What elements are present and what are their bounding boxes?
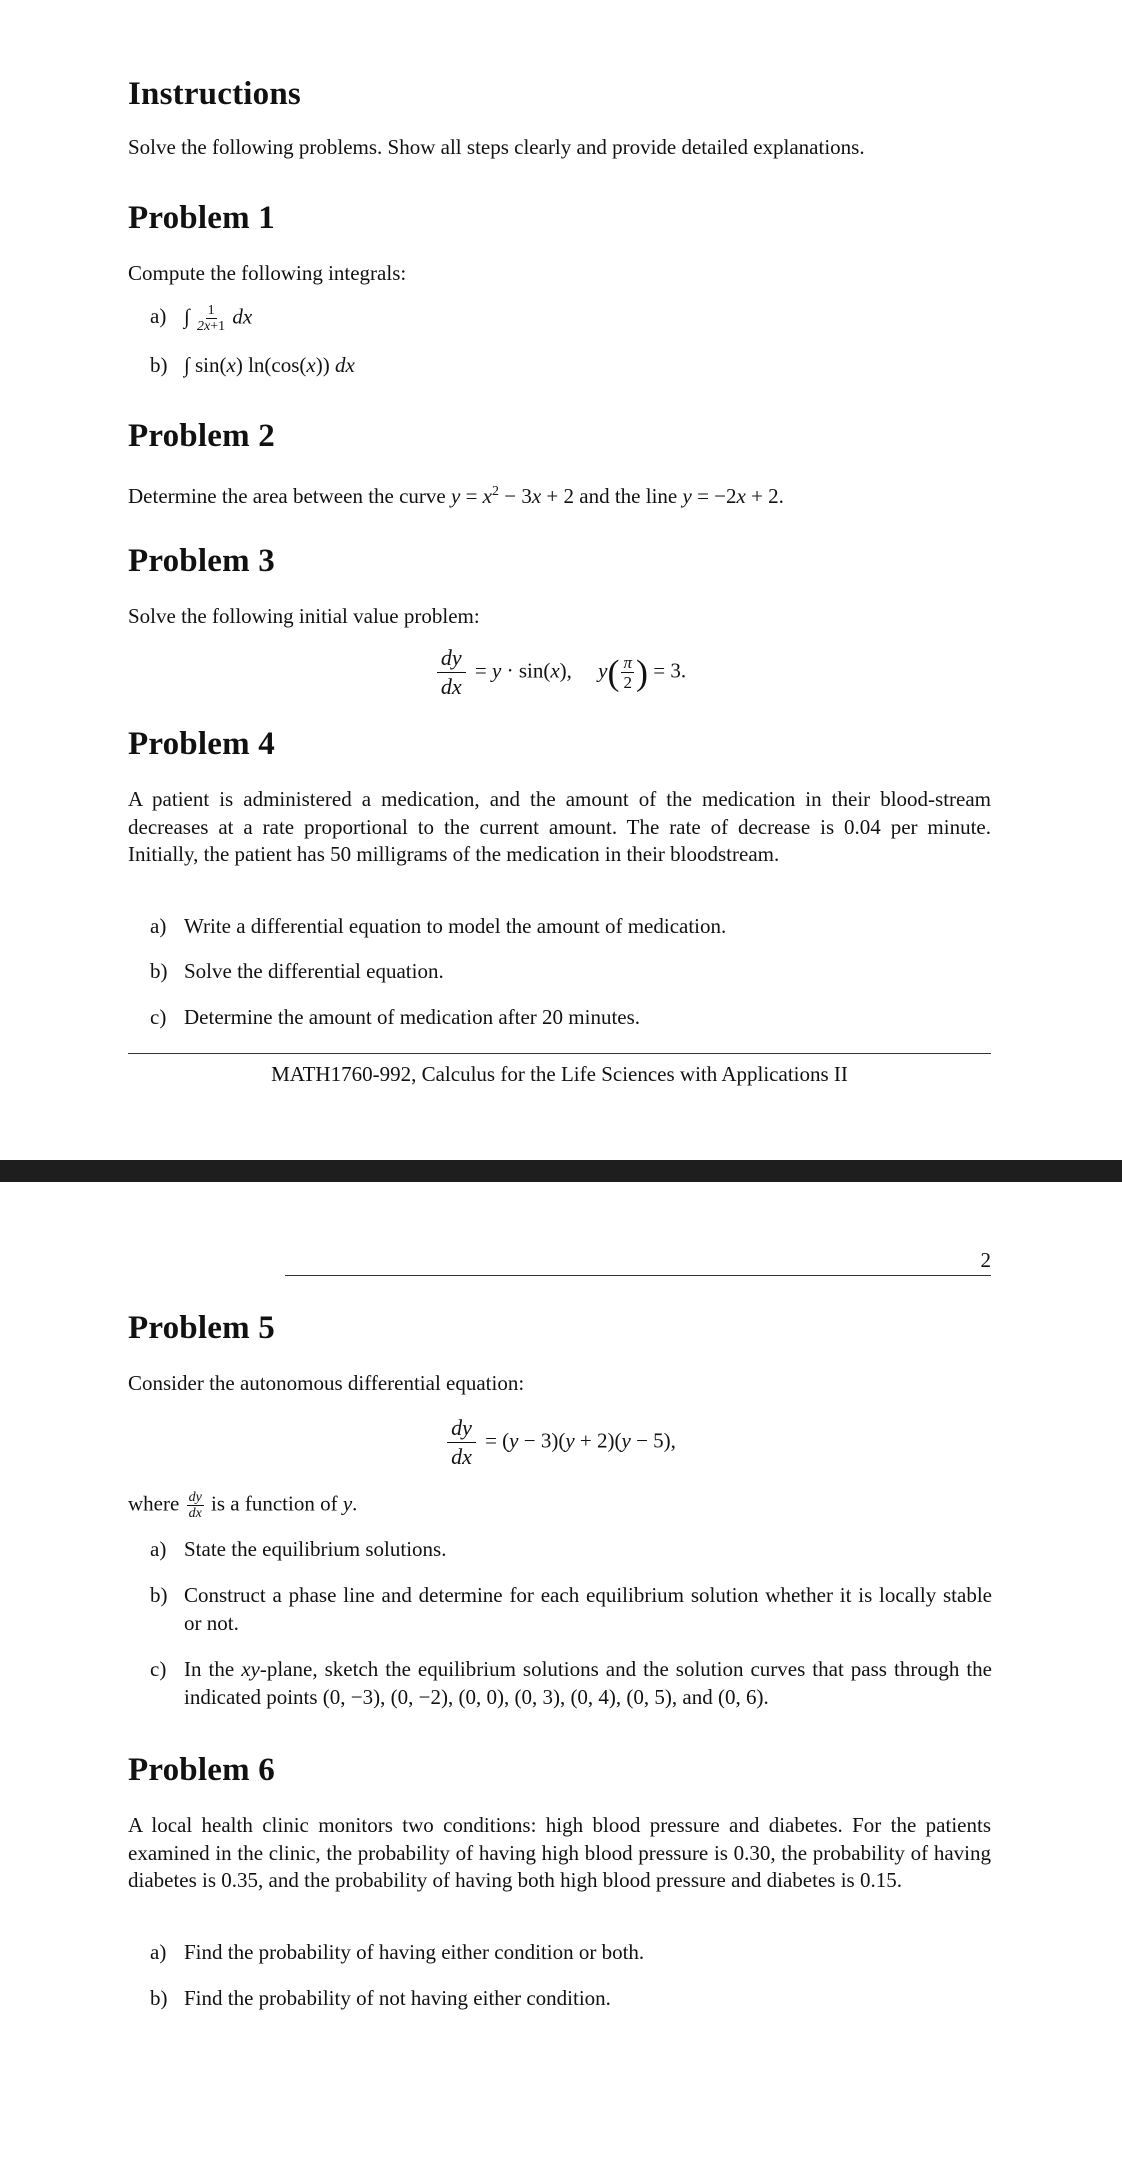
problem-1-heading: Problem 1: [128, 200, 275, 236]
item-text: State the equilibrium solutions.: [184, 1537, 447, 1561]
integral-a: ∫ $\frac{1}{2x+1}$ dx: [184, 303, 253, 334]
problem-3-intro: Solve the following initial value problem:: [128, 604, 480, 628]
item-label: b): [150, 1986, 168, 2010]
item-label: a): [150, 1537, 167, 1561]
item-text: In the xy-plane, sketch the equilibrium solutions and the solution curves that pass through the indicated points (0, −3), (0, −2), (0, 0), (0, 3), (0, 4), (0, 5), and (0, 6).: [184, 1657, 992, 1709]
item-text: Solve the differential equation.: [184, 959, 444, 983]
problem-5-where: where $\frac{dy}{dx}$ is a function of y.: [128, 1490, 358, 1521]
page-separator: [0, 1160, 1122, 1182]
problem-2-heading: Problem 2: [128, 418, 275, 454]
item-text: Determine the amount of medication after 20 minutes.: [184, 1005, 641, 1029]
instructions-heading: Instructions: [128, 76, 301, 112]
item-label: a): [150, 304, 167, 328]
problem-6-heading: Problem 6: [128, 1752, 275, 1788]
problem-2-text: Determine the area between the curve $y = x^2 - 3x + 2$ and the line y = −2x + 2.: [128, 484, 784, 508]
problem-1-item-b: [150, 352, 992, 380]
header-rule: [285, 1275, 991, 1276]
problem-1-intro: Compute the following integrals:: [128, 261, 407, 285]
item-label: a): [150, 914, 167, 938]
problem-5-item-b: [150, 1582, 992, 1637]
problem-5-intro: Consider the autonomous differential equation:: [128, 1371, 525, 1395]
item-text-pre: In the: [184, 1657, 242, 1681]
problem-4-item-a: [150, 913, 992, 941]
curve-equation: y: [451, 484, 461, 508]
text-post: .: [778, 484, 784, 508]
problem-5-item-c: [150, 1656, 992, 1711]
problem-5-item-a: [150, 1536, 992, 1564]
integral-b: ∫ sin(x) ln(cos(x)) dx: [184, 353, 355, 377]
item-label: c): [150, 1657, 167, 1681]
page-2: [0, 1182, 1122, 2176]
footer-rule: [128, 1053, 991, 1054]
instructions-text: Solve the following problems. Show all steps clearly and provide detailed explanations.: [128, 135, 865, 159]
where-pre: where: [128, 1491, 185, 1516]
problem-3-heading: Problem 3: [128, 543, 275, 579]
item-label: c): [150, 1005, 167, 1029]
problem-4-item-b: [150, 958, 992, 986]
item-label: b): [150, 353, 168, 377]
item-text-post: -plane, sketch the equilibrium solutions and the solution curves that pass through the indicated points (0, −3), (0, −2), (0, 0), (0, 3), (0, 4), (0, 5), and (0, 6).: [184, 1657, 992, 1709]
problem-3-equation: $\frac{dy}{dx}$ = y · sin(x), y( $\frac{\pi}{2}$ ) = 3.: [128, 644, 991, 701]
item-text: Find the probability of not having either condition.: [184, 1986, 611, 2010]
footer-course-title: MATH1760-992, Calculus for the Life Sciences with Applications II: [271, 1062, 848, 1086]
problem-1-item-a: [150, 303, 992, 334]
problem-6-text: A local health clinic monitors two conditions: high blood pressure and diabetes. For the patients examined in the clinic, the probability of having high blood pressure is 0.30, the probability of having diabetes is 0.35, and the probability of having both high blood pressure and diabetes is 0.15.: [128, 1813, 991, 1892]
text-pre: Determine the area between the curve: [128, 484, 451, 508]
item-label: b): [150, 1583, 168, 1607]
item-text: Find the probability of having either condition or both.: [184, 1940, 645, 1964]
page-number: 2: [980, 1248, 991, 1272]
item-label: a): [150, 1940, 167, 1964]
problem-4-item-c: [150, 1004, 992, 1032]
item-text: Write a differential equation to model the amount of medication.: [184, 914, 727, 938]
where-post: is a function of: [205, 1491, 343, 1516]
problem-6-item-b: [150, 1985, 992, 2013]
problem-5-equation: $\frac{dy}{dx}$ = (y − 3)(y + 2)(y − 5),: [128, 1414, 991, 1471]
item-text: Construct a phase line and determine for each equilibrium solution whether it is locally stable or not.: [184, 1583, 992, 1635]
problem-5-heading: Problem 5: [128, 1310, 275, 1346]
problem-6-item-a: [150, 1939, 992, 1967]
problem-4-text: A patient is administered a medication, and the amount of the medication in their blood-stream decreases at a rate proportional to the current amount. The rate of decrease is 0.04 per minute. Initially, the patient has 50 milligrams of the medication in their bloodstream.: [128, 787, 991, 866]
item-label: b): [150, 959, 168, 983]
problem-4-heading: Problem 4: [128, 726, 275, 762]
text-mid: and the line: [574, 484, 683, 508]
line-equation: y: [682, 484, 692, 508]
